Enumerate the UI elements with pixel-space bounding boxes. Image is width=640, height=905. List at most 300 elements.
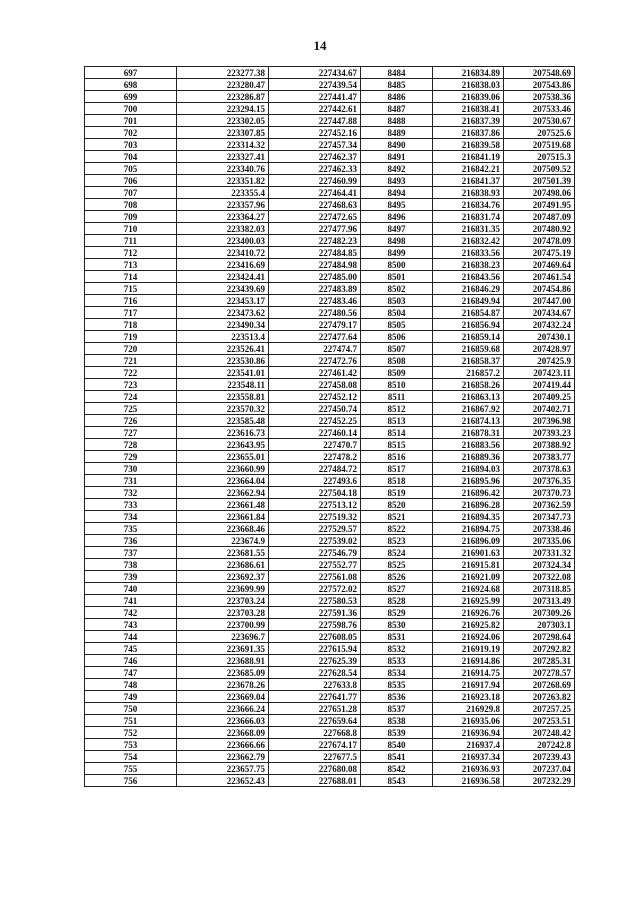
y-coordinate-b-cell: 207268.69 [504, 679, 575, 691]
x-coordinate-a-cell: 223674.9 [177, 535, 269, 547]
point-number-a-cell: 701 [85, 115, 177, 127]
table-row [85, 235, 575, 247]
x-coordinate-a-cell: 223340.76 [177, 163, 269, 175]
point-number-b-cell: 8531 [361, 631, 433, 643]
x-coordinate-b-cell: 216834.89 [433, 67, 504, 79]
table-row [85, 127, 575, 139]
y-coordinate-b-cell: 207501.39 [504, 175, 575, 187]
y-coordinate-b-cell: 207402.71 [504, 403, 575, 415]
x-coordinate-b-cell: 216834.76 [433, 199, 504, 211]
point-number-b-cell: 8520 [361, 499, 433, 511]
x-coordinate-a-cell: 223490.34 [177, 319, 269, 331]
point-number-a-cell: 708 [85, 199, 177, 211]
table-row [85, 403, 575, 415]
point-number-a-cell: 754 [85, 751, 177, 763]
x-coordinate-a-cell: 223453.17 [177, 295, 269, 307]
table-row [85, 535, 575, 547]
x-coordinate-a-cell: 223703.28 [177, 607, 269, 619]
point-number-a-cell: 722 [85, 367, 177, 379]
x-coordinate-b-cell: 216838.41 [433, 103, 504, 115]
x-coordinate-b-cell: 216936.94 [433, 727, 504, 739]
y-coordinate-b-cell: 207396.98 [504, 415, 575, 427]
y-coordinate-b-cell: 207263.82 [504, 691, 575, 703]
table-row [85, 187, 575, 199]
point-number-b-cell: 8515 [361, 439, 433, 451]
x-coordinate-b-cell: 216857.2 [433, 367, 504, 379]
x-coordinate-a-cell: 223666.03 [177, 715, 269, 727]
y-coordinate-b-cell: 207533.46 [504, 103, 575, 115]
x-coordinate-a-cell: 223660.99 [177, 463, 269, 475]
point-number-b-cell: 8526 [361, 571, 433, 583]
y-coordinate-b-cell: 207322.08 [504, 571, 575, 583]
point-number-b-cell: 8491 [361, 151, 433, 163]
y-coordinate-a-cell: 227651.28 [269, 703, 361, 715]
table-row [85, 415, 575, 427]
x-coordinate-b-cell: 216841.37 [433, 175, 504, 187]
table-row [85, 163, 575, 175]
y-coordinate-a-cell: 227462.37 [269, 151, 361, 163]
x-coordinate-b-cell: 216924.68 [433, 583, 504, 595]
y-coordinate-b-cell: 207378.63 [504, 463, 575, 475]
x-coordinate-a-cell: 223661.84 [177, 511, 269, 523]
y-coordinate-a-cell: 227447.88 [269, 115, 361, 127]
x-coordinate-b-cell: 216894.03 [433, 463, 504, 475]
x-coordinate-a-cell: 223280.47 [177, 79, 269, 91]
table-row [85, 751, 575, 763]
point-number-b-cell: 8525 [361, 559, 433, 571]
point-number-b-cell: 8485 [361, 79, 433, 91]
point-number-a-cell: 733 [85, 499, 177, 511]
page-number: 14 [313, 38, 327, 53]
x-coordinate-a-cell: 223327.41 [177, 151, 269, 163]
y-coordinate-b-cell: 207383.77 [504, 451, 575, 463]
y-coordinate-a-cell: 227434.67 [269, 67, 361, 79]
y-coordinate-b-cell: 207515.3 [504, 151, 575, 163]
x-coordinate-a-cell: 223666.66 [177, 739, 269, 751]
x-coordinate-b-cell: 216889.36 [433, 451, 504, 463]
point-number-b-cell: 8507 [361, 343, 433, 355]
table-row [85, 391, 575, 403]
point-number-b-cell: 8528 [361, 595, 433, 607]
point-number-b-cell: 8489 [361, 127, 433, 139]
y-coordinate-b-cell: 207480.92 [504, 223, 575, 235]
y-coordinate-b-cell: 207543.86 [504, 79, 575, 91]
point-number-b-cell: 8505 [361, 319, 433, 331]
x-coordinate-a-cell: 223277.38 [177, 67, 269, 79]
y-coordinate-a-cell: 227477.96 [269, 223, 361, 235]
y-coordinate-a-cell: 227474.7 [269, 343, 361, 355]
point-number-a-cell: 731 [85, 475, 177, 487]
x-coordinate-a-cell: 223681.55 [177, 547, 269, 559]
point-number-b-cell: 8496 [361, 211, 433, 223]
y-coordinate-b-cell: 207419.44 [504, 379, 575, 391]
x-coordinate-a-cell: 223302.05 [177, 115, 269, 127]
table-row [85, 463, 575, 475]
x-coordinate-a-cell: 223669.04 [177, 691, 269, 703]
table-row [85, 355, 575, 367]
table-row [85, 367, 575, 379]
table-row [85, 571, 575, 583]
x-coordinate-a-cell: 223351.82 [177, 175, 269, 187]
table-row [85, 271, 575, 283]
x-coordinate-b-cell: 216839.06 [433, 91, 504, 103]
y-coordinate-b-cell: 207335.06 [504, 535, 575, 547]
y-coordinate-b-cell: 207428.97 [504, 343, 575, 355]
table-row [85, 379, 575, 391]
x-coordinate-a-cell: 223400.03 [177, 235, 269, 247]
x-coordinate-a-cell: 223666.24 [177, 703, 269, 715]
x-coordinate-a-cell: 223668.09 [177, 727, 269, 739]
x-coordinate-a-cell: 223657.75 [177, 763, 269, 775]
point-number-b-cell: 8500 [361, 259, 433, 271]
point-number-b-cell: 8533 [361, 655, 433, 667]
x-coordinate-b-cell: 216878.31 [433, 427, 504, 439]
point-number-a-cell: 756 [85, 775, 177, 787]
point-number-a-cell: 749 [85, 691, 177, 703]
y-coordinate-b-cell: 207525.6 [504, 127, 575, 139]
point-number-a-cell: 755 [85, 763, 177, 775]
table-row [85, 631, 575, 643]
table-row [85, 619, 575, 631]
x-coordinate-b-cell: 216839.58 [433, 139, 504, 151]
y-coordinate-a-cell: 227552.77 [269, 559, 361, 571]
point-number-b-cell: 8503 [361, 295, 433, 307]
y-coordinate-b-cell: 207292.82 [504, 643, 575, 655]
point-number-a-cell: 746 [85, 655, 177, 667]
x-coordinate-a-cell: 223548.11 [177, 379, 269, 391]
y-coordinate-a-cell: 227529.57 [269, 523, 361, 535]
x-coordinate-a-cell: 223364.27 [177, 211, 269, 223]
y-coordinate-b-cell: 207298.64 [504, 631, 575, 643]
x-coordinate-a-cell: 223691.35 [177, 643, 269, 655]
table-row [85, 475, 575, 487]
y-coordinate-b-cell: 207491.95 [504, 199, 575, 211]
y-coordinate-b-cell: 207232.29 [504, 775, 575, 787]
point-number-a-cell: 741 [85, 595, 177, 607]
y-coordinate-b-cell: 207242.8 [504, 739, 575, 751]
x-coordinate-a-cell: 223314.32 [177, 139, 269, 151]
x-coordinate-b-cell: 216849.94 [433, 295, 504, 307]
y-coordinate-a-cell: 227450.74 [269, 403, 361, 415]
table-row [85, 79, 575, 91]
x-coordinate-a-cell: 223664.04 [177, 475, 269, 487]
point-number-b-cell: 8519 [361, 487, 433, 499]
point-number-a-cell: 705 [85, 163, 177, 175]
y-coordinate-a-cell: 227484.72 [269, 463, 361, 475]
point-number-a-cell: 711 [85, 235, 177, 247]
point-number-b-cell: 8518 [361, 475, 433, 487]
x-coordinate-a-cell: 223570.32 [177, 403, 269, 415]
y-coordinate-b-cell: 207432.24 [504, 319, 575, 331]
x-coordinate-a-cell: 223585.48 [177, 415, 269, 427]
point-number-b-cell: 8504 [361, 307, 433, 319]
point-number-b-cell: 8502 [361, 283, 433, 295]
table-row [85, 103, 575, 115]
table-row [85, 511, 575, 523]
y-coordinate-b-cell: 207487.09 [504, 211, 575, 223]
x-coordinate-b-cell: 216895.96 [433, 475, 504, 487]
point-number-a-cell: 734 [85, 511, 177, 523]
y-coordinate-b-cell: 207278.57 [504, 667, 575, 679]
point-number-b-cell: 8501 [361, 271, 433, 283]
y-coordinate-b-cell: 207370.73 [504, 487, 575, 499]
point-number-a-cell: 703 [85, 139, 177, 151]
x-coordinate-b-cell: 216915.81 [433, 559, 504, 571]
point-number-a-cell: 707 [85, 187, 177, 199]
y-coordinate-b-cell: 207519.68 [504, 139, 575, 151]
table-row [85, 283, 575, 295]
x-coordinate-b-cell: 216894.35 [433, 511, 504, 523]
y-coordinate-b-cell: 207257.25 [504, 703, 575, 715]
x-coordinate-a-cell: 223294.15 [177, 103, 269, 115]
y-coordinate-a-cell: 227452.12 [269, 391, 361, 403]
y-coordinate-b-cell: 207409.25 [504, 391, 575, 403]
point-number-b-cell: 8506 [361, 331, 433, 343]
x-coordinate-b-cell: 216894.75 [433, 523, 504, 535]
point-number-b-cell: 8523 [361, 535, 433, 547]
coordinates-table-body [85, 67, 575, 787]
x-coordinate-b-cell: 216833.56 [433, 247, 504, 259]
y-coordinate-a-cell: 227442.61 [269, 103, 361, 115]
y-coordinate-a-cell: 227472.76 [269, 355, 361, 367]
point-number-b-cell: 8498 [361, 235, 433, 247]
point-number-a-cell: 713 [85, 259, 177, 271]
x-coordinate-b-cell: 216832.42 [433, 235, 504, 247]
point-number-a-cell: 742 [85, 607, 177, 619]
x-coordinate-a-cell: 223286.87 [177, 91, 269, 103]
y-coordinate-b-cell: 207239.43 [504, 751, 575, 763]
y-coordinate-b-cell: 207475.19 [504, 247, 575, 259]
y-coordinate-a-cell: 227460.99 [269, 175, 361, 187]
point-number-a-cell: 706 [85, 175, 177, 187]
x-coordinate-b-cell: 216858.26 [433, 379, 504, 391]
table-row [85, 727, 575, 739]
y-coordinate-a-cell: 227439.54 [269, 79, 361, 91]
x-coordinate-b-cell: 216867.92 [433, 403, 504, 415]
x-coordinate-a-cell: 223662.79 [177, 751, 269, 763]
y-coordinate-b-cell: 207253.51 [504, 715, 575, 727]
x-coordinate-a-cell: 223662.94 [177, 487, 269, 499]
y-coordinate-a-cell: 227470.7 [269, 439, 361, 451]
y-coordinate-a-cell: 227480.56 [269, 307, 361, 319]
y-coordinate-a-cell: 227460.14 [269, 427, 361, 439]
table-row [85, 211, 575, 223]
table-row [85, 175, 575, 187]
y-coordinate-a-cell: 227688.01 [269, 775, 361, 787]
y-coordinate-b-cell: 207309.26 [504, 607, 575, 619]
table-row [85, 499, 575, 511]
table-row [85, 247, 575, 259]
y-coordinate-b-cell: 207548.69 [504, 67, 575, 79]
x-coordinate-a-cell: 223652.43 [177, 775, 269, 787]
x-coordinate-a-cell: 223473.62 [177, 307, 269, 319]
y-coordinate-a-cell: 227504.18 [269, 487, 361, 499]
table-row [85, 139, 575, 151]
point-number-a-cell: 710 [85, 223, 177, 235]
point-number-a-cell: 737 [85, 547, 177, 559]
x-coordinate-b-cell: 216924.06 [433, 631, 504, 643]
y-coordinate-b-cell: 207430.1 [504, 331, 575, 343]
table-row [85, 439, 575, 451]
table-row [85, 691, 575, 703]
x-coordinate-a-cell: 223703.24 [177, 595, 269, 607]
y-coordinate-a-cell: 227472.65 [269, 211, 361, 223]
x-coordinate-b-cell: 216936.93 [433, 763, 504, 775]
x-coordinate-b-cell: 216874.13 [433, 415, 504, 427]
point-number-b-cell: 8495 [361, 199, 433, 211]
x-coordinate-a-cell: 223700.99 [177, 619, 269, 631]
y-coordinate-a-cell: 227457.34 [269, 139, 361, 151]
point-number-a-cell: 743 [85, 619, 177, 631]
x-coordinate-a-cell: 223616.73 [177, 427, 269, 439]
point-number-b-cell: 8529 [361, 607, 433, 619]
x-coordinate-b-cell: 216925.82 [433, 619, 504, 631]
x-coordinate-a-cell: 223424.41 [177, 271, 269, 283]
x-coordinate-a-cell: 223668.46 [177, 523, 269, 535]
y-coordinate-b-cell: 207425.9 [504, 355, 575, 367]
table-row [85, 67, 575, 79]
point-number-b-cell: 8513 [361, 415, 433, 427]
x-coordinate-b-cell: 216854.87 [433, 307, 504, 319]
y-coordinate-b-cell: 207338.46 [504, 523, 575, 535]
table-row [85, 667, 575, 679]
x-coordinate-a-cell: 223661.48 [177, 499, 269, 511]
point-number-a-cell: 729 [85, 451, 177, 463]
y-coordinate-a-cell: 227633.8 [269, 679, 361, 691]
y-coordinate-a-cell: 227484.98 [269, 259, 361, 271]
y-coordinate-b-cell: 207530.67 [504, 115, 575, 127]
point-number-a-cell: 745 [85, 643, 177, 655]
point-number-a-cell: 732 [85, 487, 177, 499]
x-coordinate-b-cell: 216901.63 [433, 547, 504, 559]
x-coordinate-b-cell: 216921.09 [433, 571, 504, 583]
point-number-b-cell: 8493 [361, 175, 433, 187]
y-coordinate-a-cell: 227478.2 [269, 451, 361, 463]
y-coordinate-a-cell: 227482.23 [269, 235, 361, 247]
point-number-b-cell: 8539 [361, 727, 433, 739]
point-number-b-cell: 8490 [361, 139, 433, 151]
table-row [85, 427, 575, 439]
y-coordinate-b-cell: 207423.11 [504, 367, 575, 379]
y-coordinate-a-cell: 227483.89 [269, 283, 361, 295]
point-number-a-cell: 752 [85, 727, 177, 739]
y-coordinate-a-cell: 227462.33 [269, 163, 361, 175]
x-coordinate-b-cell: 216856.94 [433, 319, 504, 331]
point-number-b-cell: 8517 [361, 463, 433, 475]
point-number-a-cell: 750 [85, 703, 177, 715]
point-number-a-cell: 747 [85, 667, 177, 679]
point-number-b-cell: 8521 [361, 511, 433, 523]
point-number-a-cell: 751 [85, 715, 177, 727]
y-coordinate-a-cell: 227519.32 [269, 511, 361, 523]
x-coordinate-a-cell: 223692.37 [177, 571, 269, 583]
point-number-a-cell: 726 [85, 415, 177, 427]
y-coordinate-a-cell: 227468.63 [269, 199, 361, 211]
point-number-a-cell: 719 [85, 331, 177, 343]
x-coordinate-b-cell: 216843.56 [433, 271, 504, 283]
point-number-a-cell: 728 [85, 439, 177, 451]
point-number-b-cell: 8484 [361, 67, 433, 79]
point-number-b-cell: 8530 [361, 619, 433, 631]
x-coordinate-b-cell: 216859.68 [433, 343, 504, 355]
point-number-b-cell: 8511 [361, 391, 433, 403]
point-number-b-cell: 8535 [361, 679, 433, 691]
table-row [85, 199, 575, 211]
table-row [85, 295, 575, 307]
x-coordinate-a-cell: 223643.95 [177, 439, 269, 451]
y-coordinate-a-cell: 227598.76 [269, 619, 361, 631]
point-number-b-cell: 8494 [361, 187, 433, 199]
point-number-b-cell: 8497 [361, 223, 433, 235]
y-coordinate-b-cell: 207303.1 [504, 619, 575, 631]
table-row [85, 715, 575, 727]
y-coordinate-b-cell: 207434.67 [504, 307, 575, 319]
y-coordinate-b-cell: 207237.04 [504, 763, 575, 775]
y-coordinate-b-cell: 207318.85 [504, 583, 575, 595]
point-number-a-cell: 702 [85, 127, 177, 139]
point-number-a-cell: 717 [85, 307, 177, 319]
x-coordinate-b-cell: 216837.39 [433, 115, 504, 127]
table-row [85, 523, 575, 535]
table-row [85, 307, 575, 319]
point-number-a-cell: 727 [85, 427, 177, 439]
y-coordinate-b-cell: 207461.54 [504, 271, 575, 283]
point-number-a-cell: 718 [85, 319, 177, 331]
point-number-b-cell: 8541 [361, 751, 433, 763]
point-number-b-cell: 8542 [361, 763, 433, 775]
x-coordinate-b-cell: 216929.8 [433, 703, 504, 715]
table-row [85, 451, 575, 463]
y-coordinate-a-cell: 227513.12 [269, 499, 361, 511]
point-number-a-cell: 744 [85, 631, 177, 643]
x-coordinate-b-cell: 216883.56 [433, 439, 504, 451]
y-coordinate-a-cell: 227493.6 [269, 475, 361, 487]
x-coordinate-b-cell: 216937.4 [433, 739, 504, 751]
table-row [85, 655, 575, 667]
point-number-a-cell: 730 [85, 463, 177, 475]
y-coordinate-a-cell: 227483.46 [269, 295, 361, 307]
point-number-b-cell: 8543 [361, 775, 433, 787]
x-coordinate-a-cell: 223357.96 [177, 199, 269, 211]
x-coordinate-b-cell: 216859.14 [433, 331, 504, 343]
point-number-a-cell: 739 [85, 571, 177, 583]
table-row [85, 115, 575, 127]
point-number-b-cell: 8492 [361, 163, 433, 175]
x-coordinate-b-cell: 216838.23 [433, 259, 504, 271]
table-row [85, 151, 575, 163]
x-coordinate-b-cell: 216838.93 [433, 187, 504, 199]
point-number-a-cell: 748 [85, 679, 177, 691]
y-coordinate-a-cell: 227572.02 [269, 583, 361, 595]
y-coordinate-a-cell: 227484.85 [269, 247, 361, 259]
x-coordinate-b-cell: 216919.19 [433, 643, 504, 655]
y-coordinate-b-cell: 207324.34 [504, 559, 575, 571]
point-number-a-cell: 714 [85, 271, 177, 283]
x-coordinate-a-cell: 223439.69 [177, 283, 269, 295]
x-coordinate-b-cell: 216896.42 [433, 487, 504, 499]
point-number-a-cell: 715 [85, 283, 177, 295]
y-coordinate-a-cell: 227458.08 [269, 379, 361, 391]
point-number-a-cell: 724 [85, 391, 177, 403]
point-number-a-cell: 721 [85, 355, 177, 367]
y-coordinate-a-cell: 227561.08 [269, 571, 361, 583]
y-coordinate-b-cell: 207447.00 [504, 295, 575, 307]
x-coordinate-a-cell: 223688.91 [177, 655, 269, 667]
point-number-a-cell: 699 [85, 91, 177, 103]
point-number-b-cell: 8508 [361, 355, 433, 367]
x-coordinate-a-cell: 223355.4 [177, 187, 269, 199]
table-row [85, 487, 575, 499]
